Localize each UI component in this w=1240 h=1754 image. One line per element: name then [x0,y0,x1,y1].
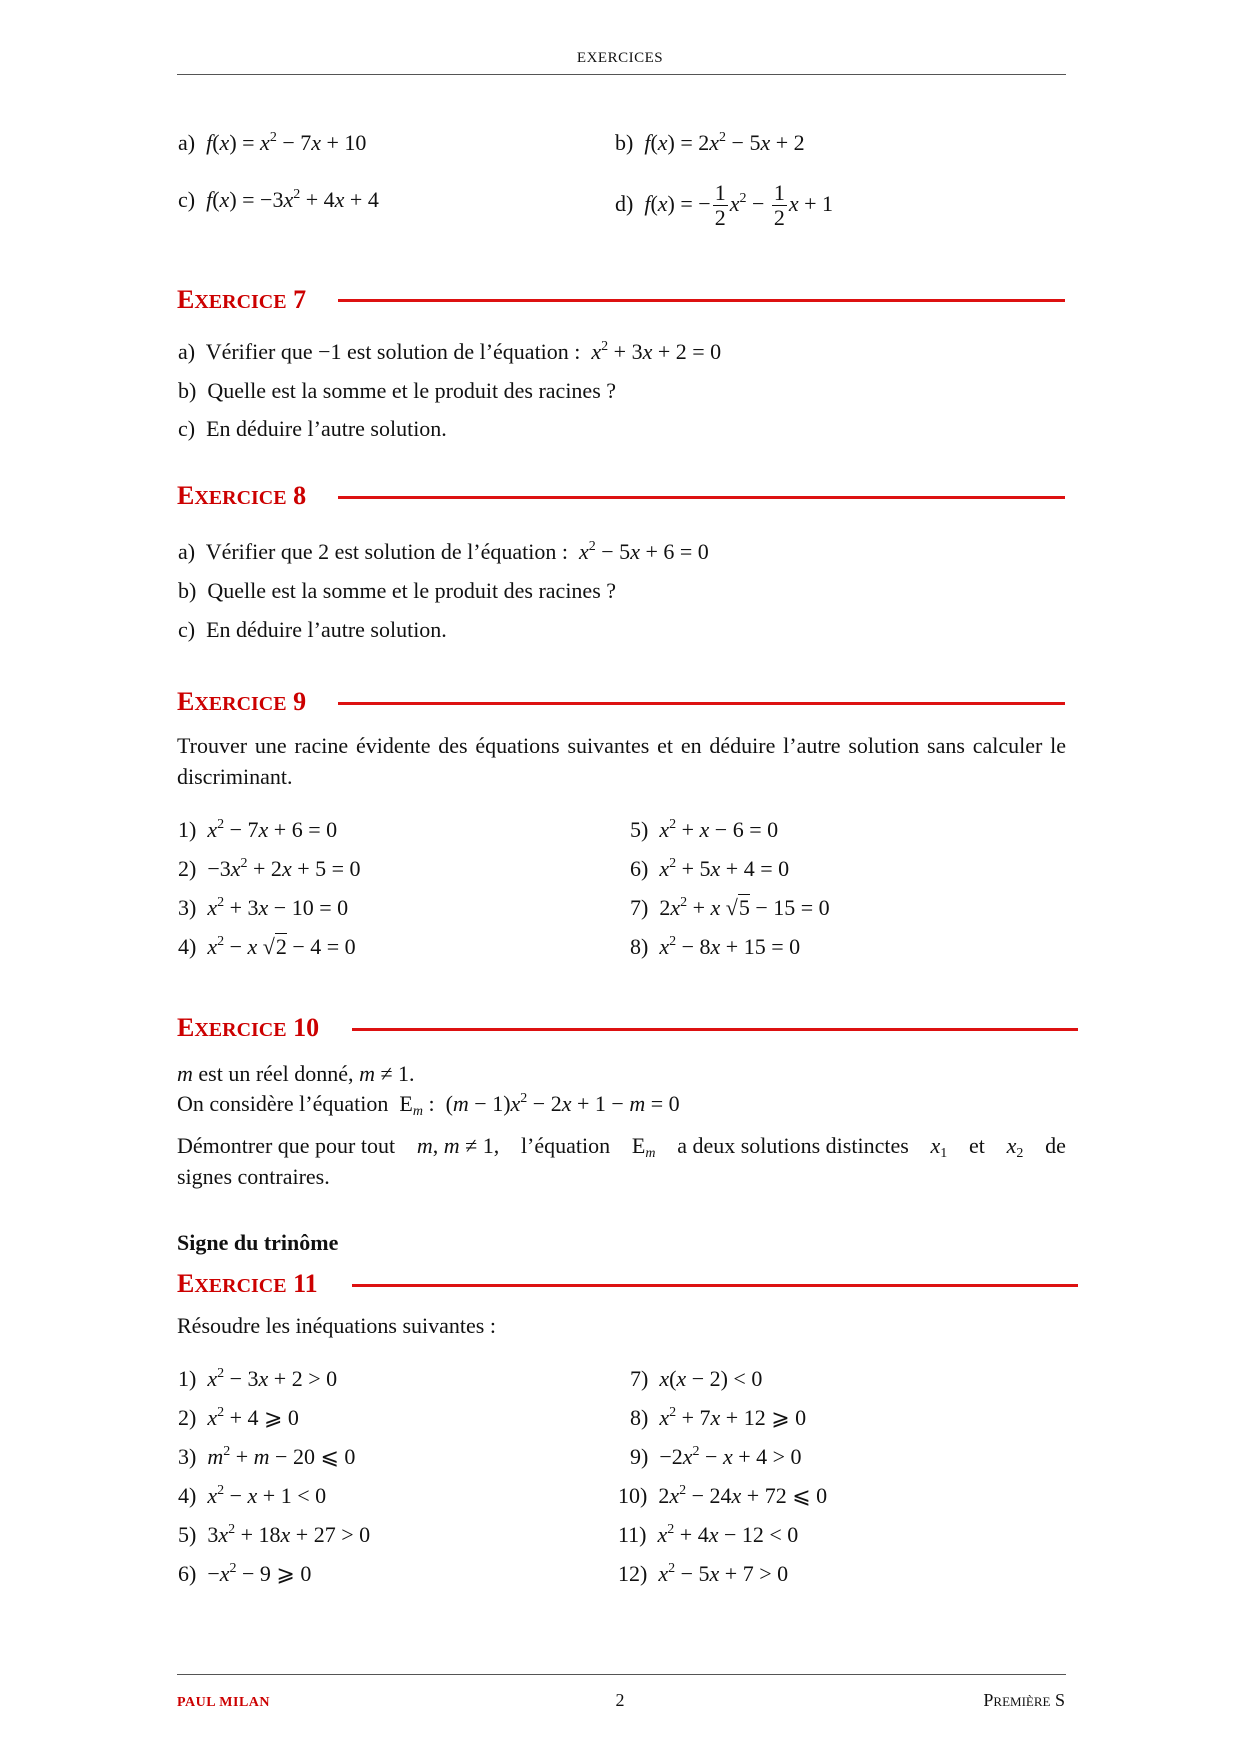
exercise-8-rule [338,496,1065,499]
ex6-item-c: c) $f(x) = -3x^2 + 4x + 4$ [178,187,379,212]
ex8-item-c: c) En déduire l’autre solution. [178,617,447,642]
ex9-eq-6: 6) $x^2 + 5x + 4 = 0$ [630,856,790,881]
ex9-eq-4: 4) $x^2 - x$ √2 − 4 = 0 [178,934,356,959]
ex7-item-a: a) Vérifier que −1 est solution de l’équation : $x^2 + 3x + 2 = 0$ [178,339,722,364]
exercise-9-title: EXERCICE 9 [177,687,307,716]
section-title: Signe du trinôme [177,1230,339,1255]
ex9-eq-8: 8) $x^2 - 8x + 15 = 0$ [630,934,801,959]
exercise-7-rule [338,299,1065,302]
ex11-ineq-8: 8) $x^2 + 7x + 12$ ⩾ 0 [630,1405,807,1430]
ex10-paragraph-line-1: Démontrer que pour tout m, m ≠ 1, l’équation $E_m$ a deux solutions distinctes $x_1$ et $x_2$ de [177,1133,1066,1161]
header-rule [177,74,1066,75]
ex11-ineq-5: 5) $3x^2 + 18x + 27 > 0$ [178,1522,371,1547]
ex9-eq-2: $2) -3x^2 + 2x + 5 = 0$ [178,856,361,881]
exercise-11-rule [352,1284,1078,1287]
ex7-item-c: c) En déduire l’autre solution. [178,416,447,441]
ex11-ineq-2: 2) $x^2 + 4$ ⩾ 0 [178,1405,299,1430]
ex11-ineq-1: 1) $x^2 - 3x + 2 > 0$ [178,1366,338,1391]
ex11-ineq-3: 3) $m^2 + m - 20$ ⩽ 0 [178,1444,356,1469]
exercise-8-title: EXERCICE 8 [177,481,307,510]
ex11-ineq-11: 11) $x^2 + 4x - 12 < 0$ [618,1522,799,1547]
running-header: EXERCICES [576,50,664,66]
ex11-ineq-9: $9) -2x^2 - x + 4 > 0$ [630,1444,802,1469]
ex8-item-b: b) Quelle est la somme et le produit des racines ? [178,578,617,603]
ex9-eq-3: 3) $x^2 + 3x - 10 = 0$ [178,895,349,920]
ex7-item-b: b) Quelle est la somme et le produit des racines ? [178,378,617,403]
exercise-11-title: EXERCICE 11 [177,1269,318,1298]
ex9-eq-5: 5) $x^2 + x - 6 = 0$ [630,817,779,842]
footer-rule [177,1674,1066,1675]
ex6-item-b: b) $f(x) = 2x^2 - 5x + 2$ [615,130,805,155]
ex9-eq-1: 1) $x^2 - 7x + 6 = 0$ [178,817,338,842]
ex9-eq-7: 7) $2x^2 + x$ √5 − 15 = 0 [630,895,830,920]
ex8-item-a: a) Vérifier que 2 est solution de l’équation : $x^2 - 5x + 6 = 0$ [178,539,709,564]
ex10-paragraph-line-2: signes contraires. [177,1164,330,1189]
exercise-10-rule [352,1028,1078,1031]
ex11-intro: Résoudre les inéquations suivantes : [177,1313,496,1338]
ex6-item-d: d) f(x) = − $\frac{1}{2}$ $x^2$ − $\frac{1}{2}$ x + 1 [615,180,834,231]
ex6-item-a: a) $f(x) = x^2 - 7x + 10$ [178,130,367,155]
ex11-ineq-10: 10) $2x^2 - 24x + 72$ ⩽ 0 [618,1483,828,1508]
ex11-ineq-7: 7) x(x − 2) < 0 [630,1366,763,1391]
footer-author: PAUL MILAN [177,1695,271,1710]
ex9-intro: Trouver une racine évidente des équations suivantes et en déduire l’autre solution sans calculer le discriminant. [177,733,1066,789]
ex11-ineq-6: $6) -x^2 - 9$ ⩾ 0 [178,1561,312,1586]
ex10-line-2: On considère l’équation $E_m$ : $(m - 1)x^2 - 2x + 1 - m = 0$ [177,1091,680,1119]
footer-level: Première S [983,1690,1065,1710]
ex11-ineq-12: 12) $x^2 - 5x + 7 > 0$ [618,1561,789,1586]
exercise-7-title: EXERCICE 7 [177,285,307,314]
footer-page-number: 2 [615,1690,625,1710]
exercise-9-rule [338,702,1065,705]
exercise-10-title: EXERCICE 10 [177,1013,320,1042]
ex10-line-1: m est un réel donné, m ≠ 1. [177,1061,415,1086]
ex11-ineq-4: 4) $x^2 - x + 1 < 0$ [178,1483,327,1508]
